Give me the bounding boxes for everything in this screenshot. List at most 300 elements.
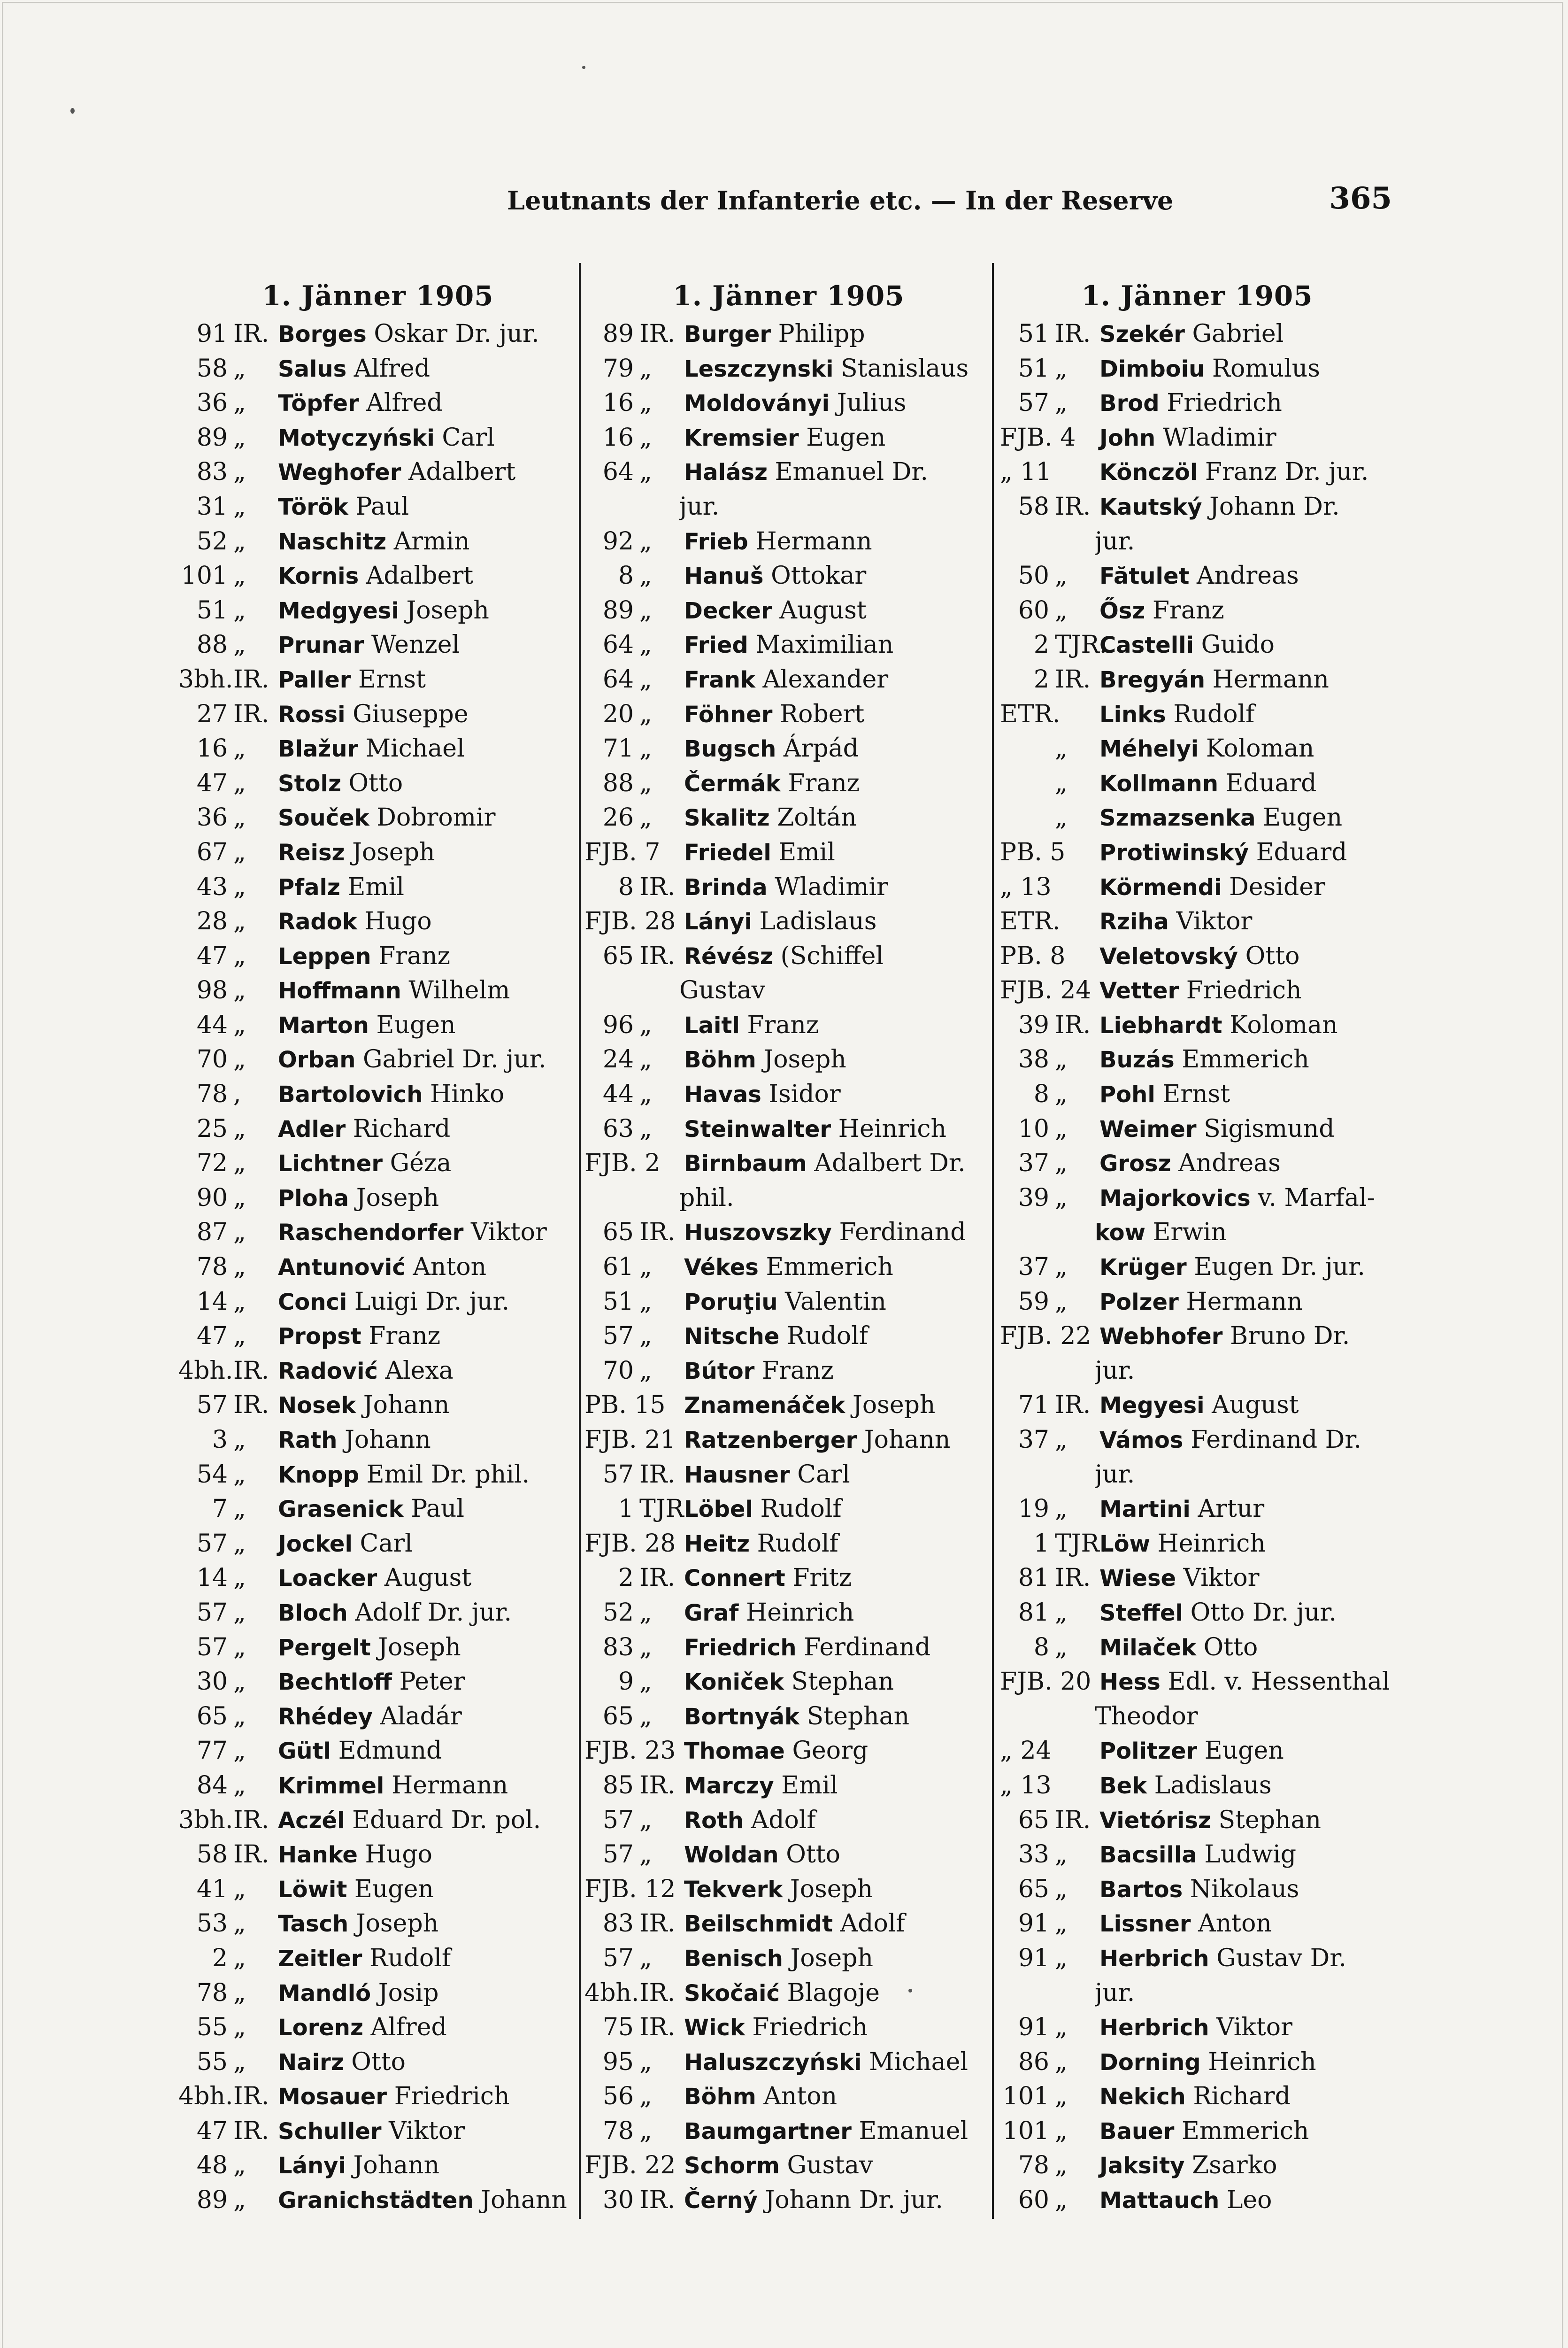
roster-entry <box>1000 732 1394 766</box>
roster-entry <box>178 801 577 835</box>
unit-abbreviation: „ <box>233 907 246 936</box>
officer-name <box>679 628 993 663</box>
roster-entry <box>1000 628 1394 663</box>
unit-abbreviation: „ <box>233 1737 246 1765</box>
roster-entry <box>1000 766 1394 801</box>
given-name: Richard <box>1193 2082 1291 2111</box>
regiment-number: 64 <box>602 665 634 694</box>
given-name: Franz <box>369 1322 441 1351</box>
roster-entry <box>178 1665 577 1699</box>
regiment-number: 51 <box>602 1287 634 1316</box>
officer-name <box>273 628 577 663</box>
regiment-number: 58 <box>1018 492 1049 521</box>
given-name: Stephan <box>807 1702 910 1730</box>
officer-name <box>1095 1077 1394 1112</box>
surname: Krüger <box>1099 1254 1187 1281</box>
regiment-number: PB. 15 <box>584 1391 666 1420</box>
regiment-number: 20 <box>602 700 634 728</box>
roster-entry <box>178 628 577 663</box>
given-name: Julius <box>837 389 907 417</box>
roster-entry <box>178 1458 577 1492</box>
roster-entry <box>1000 1112 1394 1147</box>
officer-name <box>1095 1665 1394 1700</box>
unit-abbreviation: „ <box>1055 1080 1068 1109</box>
surname: Brinda <box>684 874 768 901</box>
given-name: Bruno Dr. <box>1230 1322 1350 1351</box>
officer-name <box>273 1181 577 1216</box>
given-name: Giuseppe <box>353 700 469 728</box>
unit-abbreviation: „ <box>639 1011 652 1039</box>
roster-entry <box>584 559 993 594</box>
roster-entry <box>178 352 577 386</box>
roster-entry <box>1000 421 1394 456</box>
unit-abbreviation: „ <box>1055 1875 1068 1903</box>
given-name: Eugen <box>376 1011 456 1039</box>
unit-abbreviation: IR. <box>233 1806 269 1834</box>
unit-abbreviation: IR. <box>233 665 269 694</box>
given-name: Gustav <box>787 2151 873 2180</box>
unit-abbreviation: „ <box>233 458 246 487</box>
given-name: Joseph <box>356 1183 439 1212</box>
roster-entry <box>584 1665 993 1699</box>
regiment-number: 84 <box>196 1771 228 1800</box>
officer-name <box>1095 1769 1394 1804</box>
officer-name <box>273 1838 577 1873</box>
surname: Fried <box>684 632 748 659</box>
unit-abbreviation: „ <box>233 873 246 901</box>
given-name: Nikolaus <box>1190 1875 1299 1903</box>
roster-entry <box>178 1976 577 2011</box>
officer-name <box>273 1112 577 1147</box>
given-name: Friedrich <box>752 2013 868 2042</box>
officer-name <box>273 766 577 802</box>
given-name: Edmund <box>338 1737 442 1765</box>
roster-entry <box>1000 1872 1394 1907</box>
given-name: Carl <box>797 1460 850 1489</box>
surname: Webhofer <box>1099 1323 1223 1350</box>
officer-name <box>1095 455 1394 490</box>
officer-name <box>679 2079 993 2115</box>
roster-entry <box>1000 904 1394 939</box>
regiment-number: 50 <box>1018 562 1049 590</box>
surname: Vietórisz <box>1099 1807 1211 1834</box>
officer-name <box>679 835 993 871</box>
officer-name <box>273 2010 577 2046</box>
given-name: Eugen <box>1204 1737 1284 1765</box>
unit-abbreviation: „ <box>233 2151 246 2180</box>
unit-abbreviation: „ <box>639 1633 652 1661</box>
page-number: 365 <box>1329 181 1392 216</box>
given-name: Heinrich <box>1157 1529 1266 1558</box>
surname: Tekverk <box>684 1876 783 1903</box>
surname: Veletovský <box>1099 943 1238 970</box>
officer-name <box>273 1630 577 1666</box>
given-name: Hermann <box>755 527 872 556</box>
surname: Mandló <box>278 1980 371 2007</box>
roster-entry <box>584 594 993 628</box>
regiment-number: FJB. 7 <box>584 838 661 866</box>
roster-entry <box>178 1769 577 1803</box>
given-name: jur. <box>1095 1356 1135 1385</box>
unit-abbreviation: IR. <box>233 2116 269 2145</box>
given-name: Michael <box>365 734 465 763</box>
regiment-number: 39 <box>1018 1183 1049 1212</box>
regiment-number: 47 <box>196 2116 228 2145</box>
regiment-number: 57 <box>1018 389 1049 417</box>
regiment-number: 2 <box>212 1944 228 1972</box>
officer-name <box>1095 1043 1394 1078</box>
regiment-number: 89 <box>196 423 228 452</box>
surname: Milaček <box>1099 1634 1196 1661</box>
roster-entry <box>584 904 993 939</box>
unit-abbreviation: IR. <box>233 1840 269 1869</box>
regiment-number: 58 <box>196 354 228 383</box>
surname: Mosauer <box>278 2084 387 2110</box>
regiment-number: 81 <box>1018 1564 1049 1592</box>
unit-abbreviation: „ <box>639 2082 652 2111</box>
unit-abbreviation: „ <box>1055 1149 1068 1178</box>
officer-name <box>1095 525 1394 560</box>
surname: Jockel <box>278 1530 353 1557</box>
unit-abbreviation: IR. <box>233 700 269 728</box>
roster-entry <box>584 2079 993 2114</box>
roster-entry <box>178 973 577 1008</box>
roster-entry <box>1000 1250 1394 1285</box>
given-name: Eduard <box>1225 769 1317 797</box>
roster-entry <box>584 1596 993 1630</box>
regiment-number: 65 <box>196 1702 228 1730</box>
unit-abbreviation: „ <box>639 769 652 797</box>
roster-entry <box>584 455 993 490</box>
given-name: Otto <box>351 2047 406 2076</box>
roster-entry <box>584 1561 993 1596</box>
roster-entry <box>178 1941 577 1976</box>
regiment-number: 101 <box>181 562 228 590</box>
unit-abbreviation: IR. <box>639 1564 676 1592</box>
unit-abbreviation: „ <box>639 1668 652 1696</box>
running-title: Leutnants der Infanterie etc. — In der Reserve <box>507 185 1174 216</box>
roster-entry <box>178 559 577 594</box>
surname: Bortnyák <box>684 1703 799 1730</box>
roster-entry <box>584 317 993 352</box>
surname: Radović <box>278 1358 378 1384</box>
roster-entry <box>584 1285 993 1320</box>
given-name: Hugo <box>365 1840 432 1869</box>
roster-entry <box>1000 386 1394 421</box>
surname: Nosek <box>278 1392 356 1419</box>
regiment-number: 85 <box>602 1771 634 1800</box>
regiment-number: 81 <box>1018 1598 1049 1627</box>
unit-abbreviation: „ <box>639 1944 652 1972</box>
unit-abbreviation: „ <box>233 1598 246 1627</box>
surname: Castelli <box>1099 632 1194 659</box>
unit-abbreviation: IR. <box>639 1909 676 1938</box>
surname: Huszovszky <box>684 1220 832 1246</box>
regiment-number: 57 <box>602 1840 634 1869</box>
unit-abbreviation: „ <box>639 527 652 556</box>
regiment-number: 83 <box>602 1633 634 1661</box>
officer-name <box>273 1388 577 1423</box>
roster-entry <box>1000 697 1394 732</box>
roster-entry <box>584 2148 993 2183</box>
officer-name <box>273 1492 577 1527</box>
roster-entry <box>178 455 577 490</box>
unit-abbreviation: „ <box>639 734 652 763</box>
roster-entry <box>1000 870 1394 905</box>
officer-name <box>679 1146 993 1182</box>
unit-abbreviation: „ <box>1055 2013 1068 2042</box>
officer-name <box>679 1285 993 1320</box>
surname: Hanke <box>278 1842 358 1869</box>
officer-name <box>1095 1388 1394 1423</box>
unit-abbreviation: „ <box>233 2013 246 2042</box>
surname: Havas <box>684 1081 761 1108</box>
officer-name <box>679 1561 993 1596</box>
officer-name <box>273 1769 577 1804</box>
officer-name <box>1095 766 1394 802</box>
officer-name <box>273 490 577 525</box>
regiment-number: 71 <box>602 734 634 763</box>
roster-entry <box>178 1699 577 1734</box>
roster-entry <box>584 766 993 801</box>
unit-abbreviation: IR. <box>639 942 676 970</box>
given-name: Otto <box>1245 942 1300 970</box>
surname: Szmazsenka <box>1099 805 1256 832</box>
surname: Szekér <box>1099 321 1185 348</box>
roster-entry <box>1000 663 1394 697</box>
roster-entry <box>1000 2114 1394 2149</box>
unit-abbreviation: „ <box>1055 1253 1068 1282</box>
roster-entry <box>178 835 577 870</box>
unit-abbreviation: „ <box>639 1114 652 1143</box>
unit-abbreviation: „ <box>639 1253 652 1282</box>
regiment-number: 16 <box>196 734 228 763</box>
unit-abbreviation: „ <box>233 1495 246 1523</box>
surname: Loacker <box>278 1565 377 1592</box>
surname: Heitz <box>684 1530 750 1557</box>
roster-entry <box>1000 835 1394 870</box>
regiment-number: 36 <box>196 803 228 832</box>
given-name: Árpád <box>783 734 859 763</box>
officer-name <box>679 1319 993 1354</box>
roster-entry <box>584 2114 993 2149</box>
given-name: Zsarko <box>1192 2151 1277 2180</box>
officer-name <box>679 1250 993 1285</box>
given-name: Wenzel <box>371 631 460 659</box>
unit-abbreviation: „ <box>639 2047 652 2076</box>
unit-abbreviation: „ <box>233 1633 246 1661</box>
given-name: Joseph <box>406 596 489 625</box>
unit-abbreviation: , <box>233 1080 241 1109</box>
given-name: Ferdinand <box>839 1218 966 1247</box>
surname: Török <box>278 494 348 520</box>
surname: Leszczynski <box>684 355 834 382</box>
regiment-number: 2 <box>618 1564 634 1592</box>
officer-name <box>273 1250 577 1285</box>
roster-entry <box>1000 1043 1394 1077</box>
regiment-number: FJB. 28 <box>584 1529 676 1558</box>
surname: Birnbaum <box>684 1151 807 1177</box>
given-name: Franz Dr. jur. <box>1205 458 1369 487</box>
unit-abbreviation: „ <box>1055 1114 1068 1143</box>
roster-entry <box>1000 1146 1394 1181</box>
given-name: Romulus <box>1212 354 1320 383</box>
regiment-number: 1 <box>1033 1529 1049 1558</box>
surname: Grasenick <box>278 1496 404 1523</box>
officer-name <box>1095 1146 1394 1182</box>
given-name: Rudolf <box>1173 700 1255 728</box>
surname: Herbrich <box>1099 2015 1209 2041</box>
given-name: Johann <box>864 1426 951 1454</box>
roster-entry <box>584 663 993 697</box>
roster-entry <box>178 1215 577 1250</box>
roster-entry <box>178 2114 577 2149</box>
officer-name <box>1095 835 1394 871</box>
regiment-number: 57 <box>602 1944 634 1972</box>
given-name: Emanuel Dr. <box>775 458 929 487</box>
officer-name <box>273 1215 577 1251</box>
surname: Decker <box>684 597 772 624</box>
officer-name <box>273 663 577 698</box>
officer-name <box>679 317 993 352</box>
unit-abbreviation: IR. <box>639 1460 676 1489</box>
surname: Lányi <box>684 909 752 935</box>
regiment-number: 95 <box>602 2047 634 2076</box>
surname: Löw <box>1099 1530 1150 1557</box>
given-name: Eduard <box>1256 838 1347 866</box>
surname: Wiese <box>1099 1565 1176 1592</box>
regiment-number: 4bh. <box>178 1356 233 1385</box>
surname: Pohl <box>1099 1081 1155 1108</box>
roster-entry <box>584 1769 993 1803</box>
roster-entry <box>178 2045 577 2080</box>
officer-name <box>273 1008 577 1043</box>
given-name: August <box>1212 1391 1299 1420</box>
unit-abbreviation: „ <box>233 1253 246 1282</box>
regiment-number: 37 <box>1018 1426 1049 1454</box>
regiment-number: 75 <box>602 2013 634 2042</box>
surname: Rziha <box>1099 909 1169 935</box>
officer-name <box>1095 1458 1394 1493</box>
roster-entry <box>178 1043 577 1077</box>
unit-abbreviation: „ <box>1055 1598 1068 1627</box>
officer-name <box>273 2114 577 2149</box>
unit-abbreviation: „ <box>233 976 246 1005</box>
unit-abbreviation: „ <box>639 700 652 728</box>
regiment-number: 4bh. <box>584 1978 639 2007</box>
given-name: Dobromir <box>377 803 496 832</box>
given-name: Richard <box>353 1114 451 1143</box>
roster-entry <box>178 1630 577 1665</box>
surname: Rhédey <box>278 1703 373 1730</box>
given-name: Robert <box>779 700 865 728</box>
roster-entry <box>584 2183 993 2218</box>
officer-name <box>1095 594 1394 629</box>
regiment-number: 72 <box>196 1149 228 1178</box>
column-heading: 1. Jänner 1905 <box>673 280 905 312</box>
regiment-number: 83 <box>196 458 228 487</box>
regiment-number: 8 <box>618 562 634 590</box>
roster-entry <box>178 766 577 801</box>
regiment-number: 57 <box>602 1806 634 1834</box>
roster-entry <box>1000 1458 1394 1492</box>
officer-name <box>679 559 993 594</box>
regiment-number: 55 <box>196 2047 228 2076</box>
unit-abbreviation: „ <box>1055 1045 1068 1074</box>
regiment-number: FJB. 28 <box>584 907 676 936</box>
surname: Vetter <box>1099 978 1179 1004</box>
given-name: Eugen Dr. jur. <box>1194 1253 1365 1282</box>
roster-entry <box>1000 801 1394 835</box>
print-speck <box>70 108 75 114</box>
surname: Raschendorfer <box>278 1220 464 1246</box>
roster-entry <box>178 594 577 628</box>
given-name: Gabriel <box>1192 320 1284 348</box>
given-name: Géza <box>390 1149 452 1178</box>
officer-name <box>679 1976 993 2011</box>
officer-name <box>679 455 993 490</box>
unit-abbreviation: „ <box>233 942 246 970</box>
officer-name <box>273 1077 577 1112</box>
unit-abbreviation: „ <box>639 1287 652 1316</box>
officer-name <box>679 2183 993 2218</box>
officer-name <box>1095 1527 1394 1562</box>
surname: Bek <box>1099 1772 1147 1799</box>
given-name: Aladár <box>380 1702 462 1730</box>
surname: Thomae <box>684 1738 785 1765</box>
given-name: Alfred <box>366 389 443 417</box>
roster-entry <box>1000 1907 1394 1941</box>
given-name: Johann <box>363 1391 450 1420</box>
officer-name <box>273 1146 577 1182</box>
unit-abbreviation: „ <box>233 631 246 659</box>
given-name: Viktor <box>1216 2013 1292 2042</box>
unit-abbreviation: „ <box>639 389 652 417</box>
officer-name <box>1095 1872 1394 1908</box>
officer-name <box>679 663 993 698</box>
officer-name <box>273 1458 577 1493</box>
regiment-number: 58 <box>196 1840 228 1869</box>
given-name: Viktor <box>1183 1564 1260 1592</box>
officer-name <box>679 904 993 940</box>
officer-name <box>273 1043 577 1078</box>
given-name: Johann Dr. <box>1209 492 1340 521</box>
regiment-number: FJB. 24 <box>1000 976 1091 1005</box>
officer-name <box>679 1699 993 1735</box>
roster-entry <box>584 1734 993 1769</box>
given-name: Armin <box>393 527 470 556</box>
surname: Föhner <box>684 701 773 728</box>
given-name: Hermann <box>1212 665 1329 694</box>
regiment-number: 90 <box>196 1183 228 1212</box>
regiment-number: 83 <box>602 1909 634 1938</box>
regiment-number: FJB. 22 <box>584 2151 676 2180</box>
roster-entry <box>584 386 993 421</box>
given-name: Alfred <box>354 354 430 383</box>
officer-name <box>1095 2079 1394 2115</box>
given-name: Rudolf <box>369 1944 451 1972</box>
regiment-number: 56 <box>602 2082 634 2111</box>
unit-abbreviation: „ <box>233 838 246 866</box>
roster-entry <box>178 1803 577 1838</box>
officer-name <box>273 973 577 1009</box>
surname: Černý <box>684 2187 758 2214</box>
given-name: Wladimir <box>775 873 889 901</box>
roster-entry <box>1000 1941 1394 1976</box>
roster-entry <box>1000 2148 1394 2183</box>
officer-name <box>679 973 993 1009</box>
regiment-number: 3bh. <box>178 665 233 694</box>
